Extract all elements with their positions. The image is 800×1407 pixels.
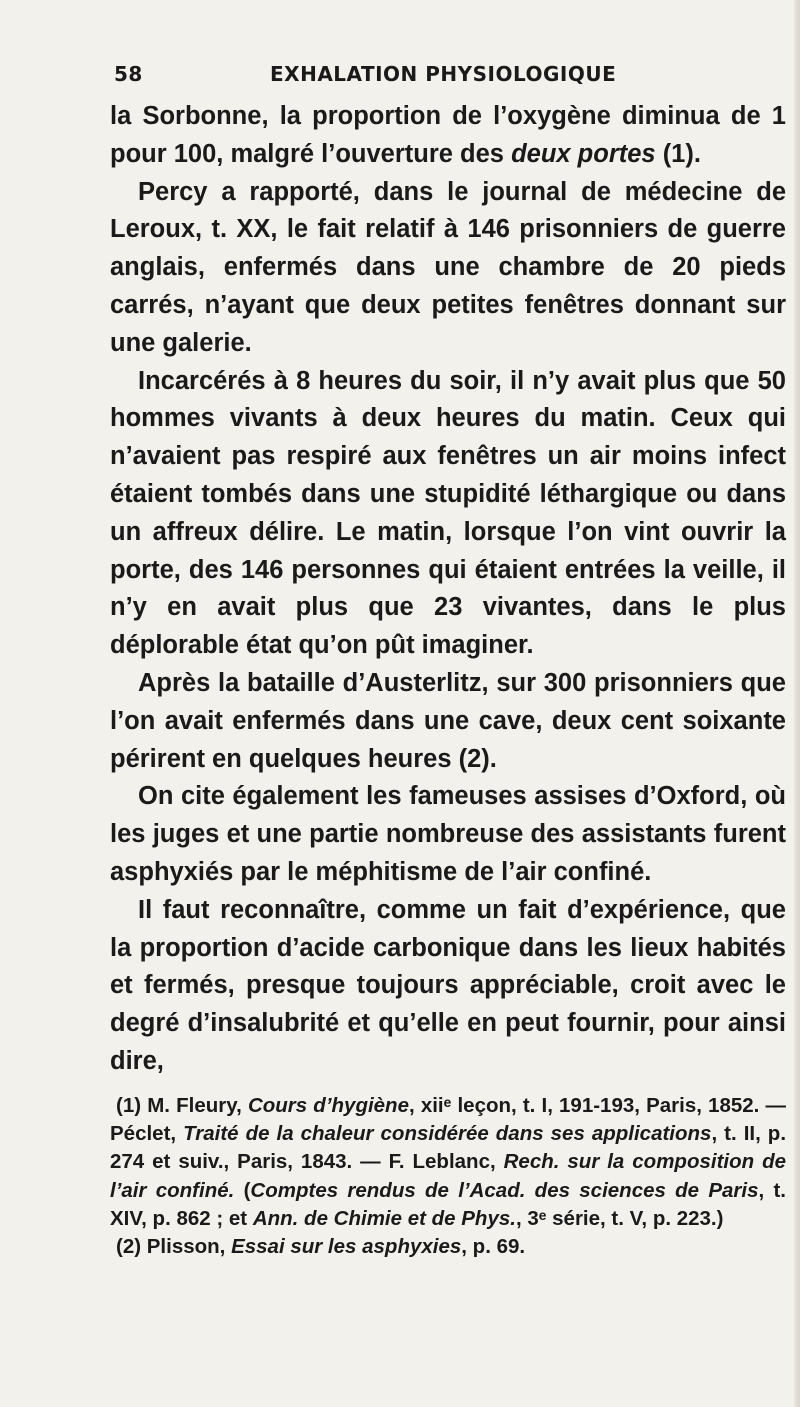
footnote-1-text-a: (1) M. Fleury, [116,1094,248,1117]
running-title: EXHALATION PHYSIOLOGIQUE [270,62,617,86]
running-header [110,62,786,98]
paragraph-1 [110,98,786,174]
paragraph-5: On cite également les fameuses assises d’Oxford, où les juges et une partie nombreuse des assistants furent asphyxiés par le méphitisme de l’air confiné. [110,782,786,886]
paragraph-6: Il faut reconnaître, comme un fait d’expérience, que la proportion d’acide carbonique dans les lieux habités et fermés, presque toujours appréciable, croit avec le degré d’insalubrité et qu’elle en peut fournir, pour ainsi dire, [110,895,786,1075]
footnote-2 [110,1233,786,1261]
page-edge-shadow [794,0,800,1407]
paragraph-4: Après la bataille d’Austerlitz, sur 300 prisonniers que l’on avait enfermés dans une cave, deux cent soixante périrent en quelques heures (2). [110,668,786,773]
footnote-1-italic-3: Rech. sur la composition de l’air confiné. [110,1150,787,1202]
footnote-2-italic: Essai sur les asphyxies [231,1235,462,1259]
footnote-1-italic-4: Comptes rendus de l’Acad. des sciences de Paris [250,1178,759,1202]
footnote-1-italic-1: Cours d’hygiène [247,1094,409,1117]
footnote-2-text-a: (2) Plisson, [116,1235,232,1259]
footnote-1-text-e: , t. XIV, p. 862 ; et [110,1178,786,1230]
footnote-2-text-b: , p. 69. [461,1235,526,1259]
footnotes [110,1092,786,1261]
paragraph-2: Percy a rapporté, dans le journal de médecine de Leroux, t. XX, le fait relatif à 146 prisonniers de guerre anglais, enfermés dans une chambre de 20 pieds carrés, n’ayant que deux petites fenêtres donnant sur une galerie. [110,177,786,357]
paragraph-1-text-a: la Sorbonne, la proportion de l’oxygène diminua de 1 pour 100, malgré l’ouverture des [110,102,786,168]
footnote-1-text-b: , xiiᵉ leçon, t. I, 191-193, Paris, 1852. — Péclet, [110,1094,787,1146]
paragraph-1-italic: deux portes [511,139,656,168]
paragraph-1-text-b: (1). [655,139,701,168]
main-text [110,98,786,1081]
footnote-1-text-c: , t. II, p. 274 et suiv., Paris, 1843. — F. Leblanc, [110,1122,787,1174]
footnote-1 [110,1092,786,1233]
footnote-1-text-f: , 3ᵉ série, t. V, p. 223.) [515,1206,724,1230]
paragraph-3: Incarcérés à 8 heures du soir, il n’y avait plus que 50 hommes vivants à deux heures du matin. Ceux qui n’avaient pas respiré aux fenêtres un air moins infect étaient tombés dans une stupidité léthargique ou dans un affreux délire. Le matin, lorsque l’on vint ouvrir la porte, des 146 personnes qui étaient entrées la veille, il n’y en avait plus que 23 vivantes, dans le plus déplorable état qu’on pût imaginer. [110,366,786,660]
footnote-1-text-d: ( [234,1178,251,1202]
page-number: 58 [114,62,143,86]
footnote-1-italic-5: Ann. de Chimie et de Phys. [252,1206,516,1230]
footnote-1-italic-2: Traité de la chaleur considérée dans ses applications [183,1122,712,1146]
